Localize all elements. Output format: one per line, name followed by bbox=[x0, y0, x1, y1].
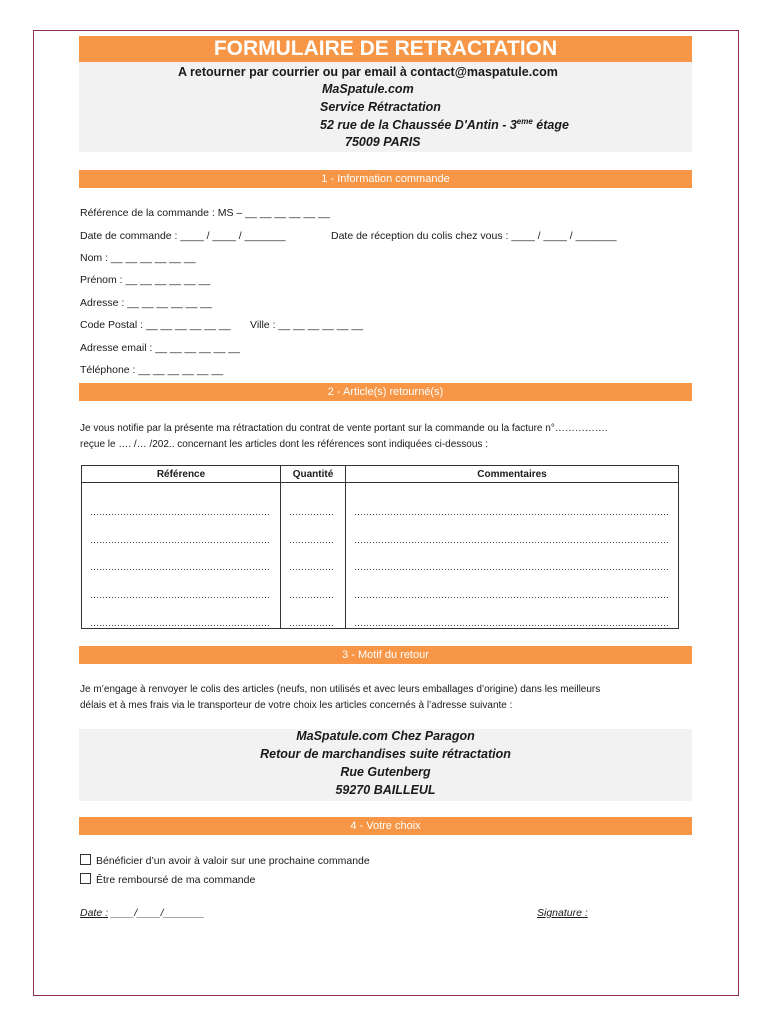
quantite-cell[interactable]: …………… bbox=[281, 600, 346, 628]
nom-field[interactable]: Nom : __ __ __ __ __ __ bbox=[80, 252, 196, 264]
reference-cell[interactable]: …………………………………………………… bbox=[82, 545, 281, 573]
checkbox-avoir[interactable] bbox=[80, 854, 91, 865]
option-avoir-label: Bénéficier d’un avoir à valoir sur une prochaine commande bbox=[96, 855, 370, 867]
option-avoir[interactable] bbox=[80, 854, 370, 867]
commentaires-cell[interactable]: …………………………………………………………………………………………… bbox=[346, 517, 679, 545]
section-2-title: 2 - Article(s) retourné(s) bbox=[79, 383, 692, 401]
reception-date-field[interactable]: Date de réception du colis chez vous : ____ / ____ / _______ bbox=[331, 230, 617, 242]
return-address-line: Rue Gutenberg bbox=[340, 765, 431, 779]
header-city: 75009 PARIS bbox=[345, 135, 421, 149]
quantite-cell[interactable]: …………… bbox=[281, 572, 346, 600]
signature-label: Signature : bbox=[537, 907, 588, 919]
table-row bbox=[82, 572, 679, 600]
section-3-text: Je m’engage à renvoyer le colis des articles (neufs, non utilisés et avec leurs emballages d’origine) dans les meilleurs délais et à mes frais via le transporteur de votre choix les articles concernés à l’adresse suivante : bbox=[80, 684, 601, 711]
prenom-field[interactable]: Prénom : __ __ __ __ __ __ bbox=[80, 274, 211, 286]
column-header-quantite: Quantité bbox=[281, 466, 346, 483]
date-label: Date : bbox=[80, 907, 109, 919]
section-1-title: 1 - Information commande bbox=[79, 170, 692, 188]
adresse-field[interactable]: Adresse : __ __ __ __ __ __ bbox=[80, 297, 212, 309]
option-remboursement-label: Être remboursé de ma commande bbox=[96, 874, 256, 886]
quantite-cell[interactable]: …………… bbox=[281, 517, 346, 545]
reference-cell[interactable]: …………………………………………………… bbox=[82, 517, 281, 545]
date-field[interactable] bbox=[80, 907, 204, 919]
reference-cell[interactable]: …………………………………………………… bbox=[82, 572, 281, 600]
table-row bbox=[82, 600, 679, 628]
email-field[interactable]: Adresse email : __ __ __ __ __ __ bbox=[80, 342, 240, 354]
return-address-line: 59270 BAILLEUL bbox=[335, 783, 436, 797]
quantite-cell[interactable]: …………… bbox=[281, 483, 346, 518]
commentaires-cell[interactable]: …………………………………………………………………………………………… bbox=[346, 600, 679, 628]
table-row bbox=[82, 483, 679, 518]
column-header-commentaires: Commentaires bbox=[346, 466, 679, 483]
return-address-line: Retour de marchandises suite rétractation bbox=[260, 747, 511, 761]
returned-items-table bbox=[81, 465, 679, 629]
header-street: 52 rue de la Chaussée D'Antin - 3eme étage bbox=[320, 117, 569, 133]
section-4-title: 4 - Votre choix bbox=[79, 817, 692, 835]
reference-cell[interactable]: …………………………………………………… bbox=[82, 600, 281, 628]
ville-field[interactable]: Ville : __ __ __ __ __ __ bbox=[250, 319, 364, 331]
commentaires-cell[interactable]: …………………………………………………………………………………………… bbox=[346, 483, 679, 518]
table-row bbox=[82, 517, 679, 545]
order-date-field[interactable]: Date de commande : ____ / ____ / _______ bbox=[80, 230, 286, 242]
option-remboursement[interactable] bbox=[80, 873, 255, 886]
table-row bbox=[82, 545, 679, 573]
form-title: FORMULAIRE DE RETRACTATION bbox=[79, 36, 692, 62]
signature-field[interactable] bbox=[537, 907, 588, 919]
date-blank: ____/____/_______ bbox=[108, 907, 205, 919]
quantite-cell[interactable]: …………… bbox=[281, 545, 346, 573]
header-company: MaSpatule.com bbox=[322, 82, 414, 96]
header-service: Service Rétractation bbox=[320, 100, 441, 114]
return-address-line: MaSpatule.com Chez Paragon bbox=[296, 729, 475, 743]
reference-cell[interactable]: …………………………………………………… bbox=[82, 483, 281, 518]
column-header-reference: Référence bbox=[82, 466, 281, 483]
header-subtitle: A retourner par courrier ou par email à contact@maspatule.com bbox=[178, 65, 558, 79]
order-reference-field[interactable]: Référence de la commande : MS – __ __ __ __ __ __ bbox=[80, 207, 330, 219]
checkbox-remboursement[interactable] bbox=[80, 873, 91, 884]
code-postal-field[interactable]: Code Postal : __ __ __ __ __ __ bbox=[80, 319, 231, 331]
header-box bbox=[79, 62, 692, 152]
commentaires-cell[interactable]: …………………………………………………………………………………………… bbox=[346, 545, 679, 573]
return-address-box bbox=[79, 729, 692, 801]
telephone-field[interactable]: Téléphone : __ __ __ __ __ __ bbox=[80, 364, 224, 376]
section-2-text: Je vous notifie par la présente ma rétractation du contrat de vente portant sur la commande ou la facture n°……………. reçue le …. /… /202.. concernant les articles dont les références sont indiquées ci-dessous : bbox=[80, 423, 608, 450]
commentaires-cell[interactable]: …………………………………………………………………………………………… bbox=[346, 572, 679, 600]
section-3-title: 3 - Motif du retour bbox=[79, 646, 692, 664]
